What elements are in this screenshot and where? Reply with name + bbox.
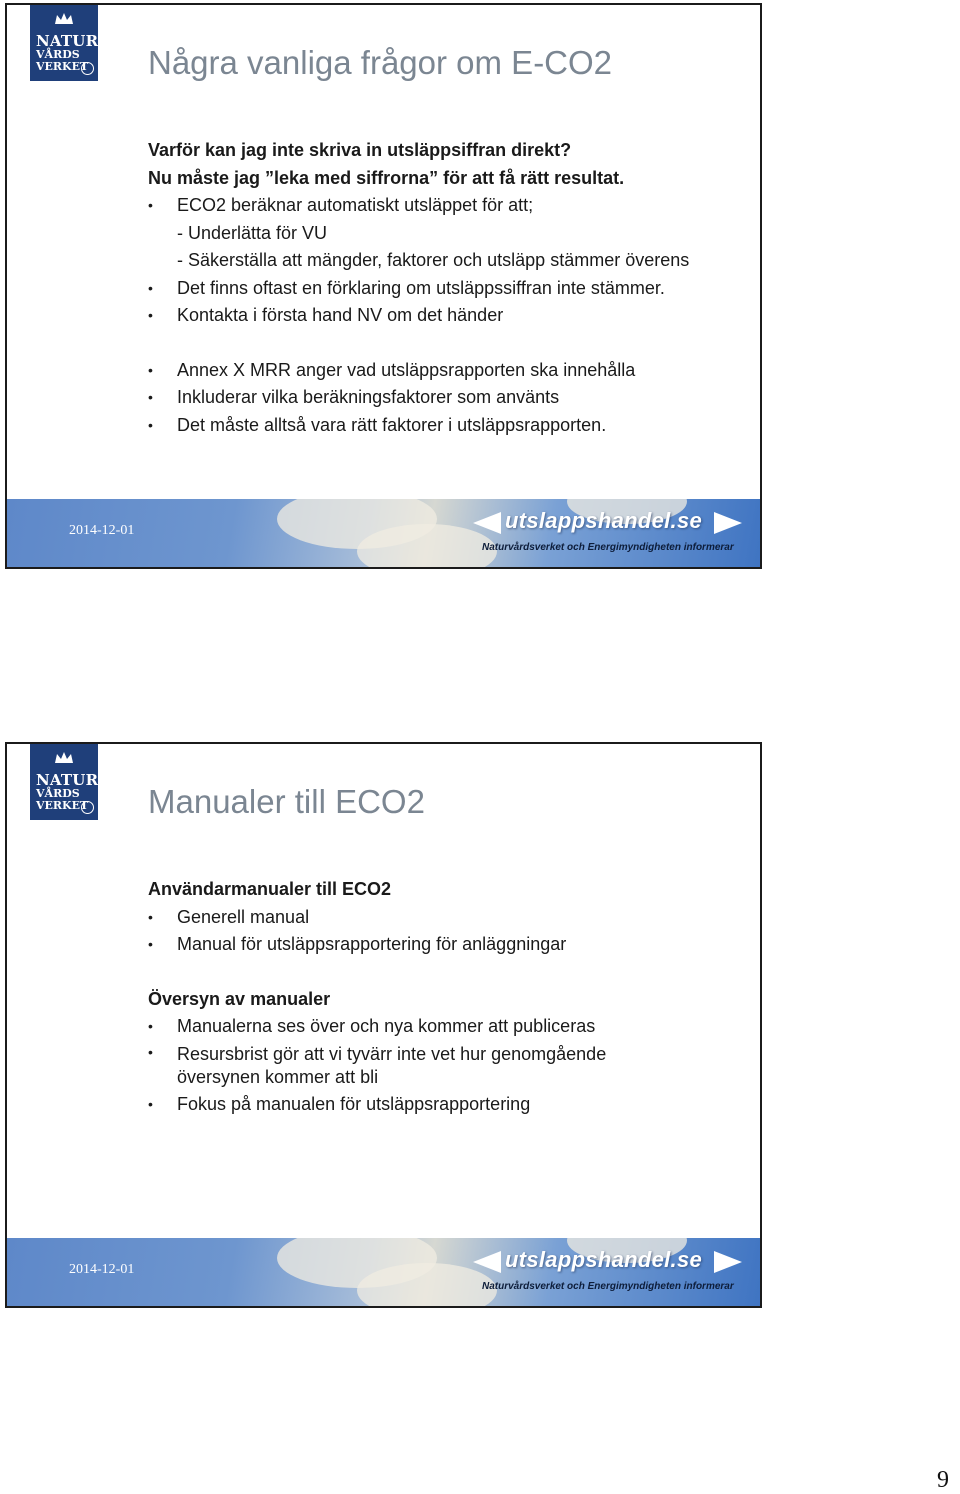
slide-title: Några vanliga frågor om E-CO2	[148, 44, 613, 81]
bullet-text: Generell manual	[177, 906, 310, 927]
bullet-text-continued: översynen kommer att bli	[177, 1066, 379, 1087]
footer-date: 2014-12-01	[69, 1262, 135, 1277]
footer-brand: utslappshandel.se	[505, 1247, 703, 1272]
slide-title: Manualer till ECO2	[148, 783, 425, 820]
bullet-icon: •	[148, 1095, 153, 1112]
sub-item: - Underlätta för VU	[177, 222, 328, 243]
bullet-text: Manualerna ses över och nya kommer att publiceras	[177, 1016, 596, 1036]
bullet-icon: •	[148, 279, 153, 296]
logo-line-3: VERKET	[36, 60, 89, 73]
bullet-icon: •	[148, 936, 153, 952]
footer-banner	[7, 1238, 760, 1306]
question-line: Nu måste jag ”leka med siffrorna” för att få rätt resultat.	[148, 167, 625, 188]
logo-line-2: VÅRDS	[36, 787, 80, 800]
footer-date: 2014-12-01	[69, 523, 135, 538]
arrow-left-icon	[473, 512, 501, 534]
logo-line-3: VERKET	[36, 799, 89, 812]
bullet-text: Det måste alltså vara rätt faktorer i utsläppsrapporten.	[177, 414, 607, 435]
bullet-icon: •	[148, 1018, 153, 1034]
bullet-item	[148, 302, 748, 330]
crown-icon	[54, 12, 74, 26]
arrow-left-icon	[473, 1251, 501, 1273]
bullet-icon: •	[148, 389, 153, 405]
bullet-item	[148, 412, 748, 440]
logo-line-2: VÅRDS	[36, 48, 80, 61]
arrow-right-icon	[714, 1251, 742, 1273]
slide-2	[5, 742, 762, 1308]
bullet-text: Annex X MRR anger vad utsläppsrapporten ska innehålla	[177, 359, 636, 380]
slide-body	[148, 876, 748, 1118]
bullet-text: Inkluderar vilka beräkningsfaktorer som använts	[177, 387, 560, 407]
sub-item: - Säkerställa att mängder, faktorer och utsläpp stämmer överens	[177, 250, 690, 270]
question-line: Varför kan jag inte skriva in utsläppsiffran direkt?	[148, 140, 572, 160]
bullet-text: Det finns oftast en förklaring om utsläppssiffran inte stämmer.	[177, 277, 665, 298]
slide-1	[5, 3, 762, 569]
bullet-text: Fokus på manualen för utsläppsrapportering	[177, 1093, 531, 1114]
section-heading: Översyn av manualer	[148, 988, 331, 1009]
bullet-item	[148, 1041, 748, 1091]
slide-body	[148, 137, 748, 439]
bullet-item	[148, 904, 748, 932]
naturvardsverket-logo	[30, 744, 98, 820]
bullet-item	[148, 357, 748, 385]
bullet-item	[148, 192, 748, 220]
crown-icon	[54, 751, 74, 765]
section-heading: Användarmanualer till ECO2	[148, 879, 392, 899]
seal-icon	[81, 801, 94, 814]
bullet-icon: •	[148, 361, 153, 378]
bullet-item	[148, 275, 748, 303]
bullet-item	[148, 931, 748, 959]
bullet-icon: •	[148, 307, 153, 323]
bullet-item	[148, 384, 748, 412]
bullet-text: Manual för utsläppsrapportering för anläggningar	[177, 934, 567, 954]
naturvardsverket-logo	[30, 5, 98, 81]
bullet-item	[148, 1013, 748, 1041]
bullet-icon: •	[148, 197, 153, 213]
logo-line-1: NATUR	[36, 771, 99, 789]
bullet-text: Resursbrist gör att vi tyvärr inte vet hur genomgående	[177, 1043, 607, 1064]
footer-tagline: Naturvårdsverket och Energimyndigheten informerar	[482, 542, 734, 553]
bullet-icon: •	[148, 1043, 153, 1060]
page-number: 9	[937, 1467, 949, 1493]
bullet-text: Kontakta i första hand NV om det händer	[177, 305, 504, 325]
arrow-right-icon	[714, 512, 742, 534]
logo-line-1: NATUR	[36, 32, 99, 50]
footer-brand: utslappshandel.se	[505, 508, 703, 533]
footer-banner	[7, 499, 760, 567]
bullet-icon: •	[148, 908, 153, 925]
bullet-item	[148, 1091, 748, 1119]
bullet-icon: •	[148, 416, 153, 433]
seal-icon	[81, 62, 94, 75]
footer-tagline: Naturvårdsverket och Energimyndigheten informerar	[482, 1281, 734, 1292]
bullet-text: ECO2 beräknar automatiskt utsläppet för att;	[177, 195, 534, 215]
